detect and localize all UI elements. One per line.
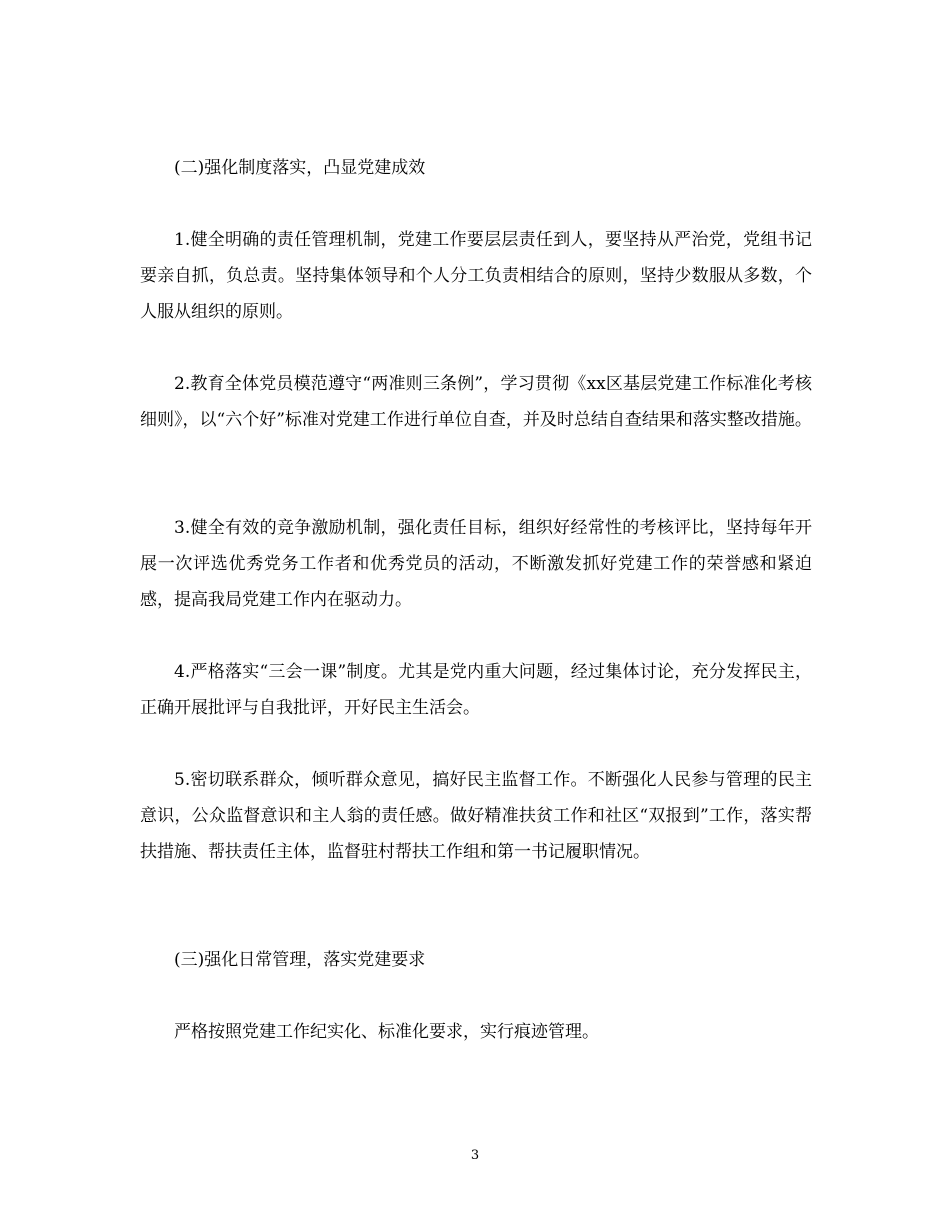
paragraph-3: 3.健全有效的竞争激励机制，强化责任目标，组织好经常性的考核评比，坚持每年开展一次评选优秀党务工作者和优秀党员的活动，不断激发抓好党建工作的荣誉感和紧迫感，提高我局党建工作内在驱动力。 [140, 518, 812, 610]
paragraph-4: 4.严格落实“三会一课”制度。尤其是党内重大问题，经过集体讨论，充分发挥民主，正确开展批评与自我批评，开好民主生活会。 [140, 662, 812, 718]
closing-paragraph: 严格按照党建工作纪实化、标准化要求，实行痕迹管理。 [174, 1022, 599, 1042]
paragraph-5: 5.密切联系群众，倾听群众意见，搞好民主监督工作。不断强化人民参与管理的民主意识，公众监督意识和主人翁的责任感。做好精准扶贫工作和社区“双报到”工作，落实帮扶措施、帮扶责任主体，监督驻村帮扶工作组和第一书记履职情况。 [140, 770, 812, 862]
section-heading-3: (三)强化日常管理，落实党建要求 [174, 950, 426, 970]
paragraph-1: 1.健全明确的责任管理机制，党建工作要层层责任到人，要坚持从严治党，党组书记要亲自抓，负总责。坚持集体领导和个人分工负责相结合的原则，坚持少数服从多数，个人服从组织的原则。 [140, 230, 812, 322]
section-heading-2: (二)强化制度落实，凸显党建成效 [174, 158, 426, 178]
paragraph-2: 2.教育全体党员模范遵守“两准则三条例”，学习贯彻《xx区基层党建工作标准化考核细则》，以“六个好”标准对党建工作进行单位自查，并及时总结自查结果和落实整改措施。 [140, 374, 812, 430]
page-number: 3 [470, 1148, 480, 1163]
